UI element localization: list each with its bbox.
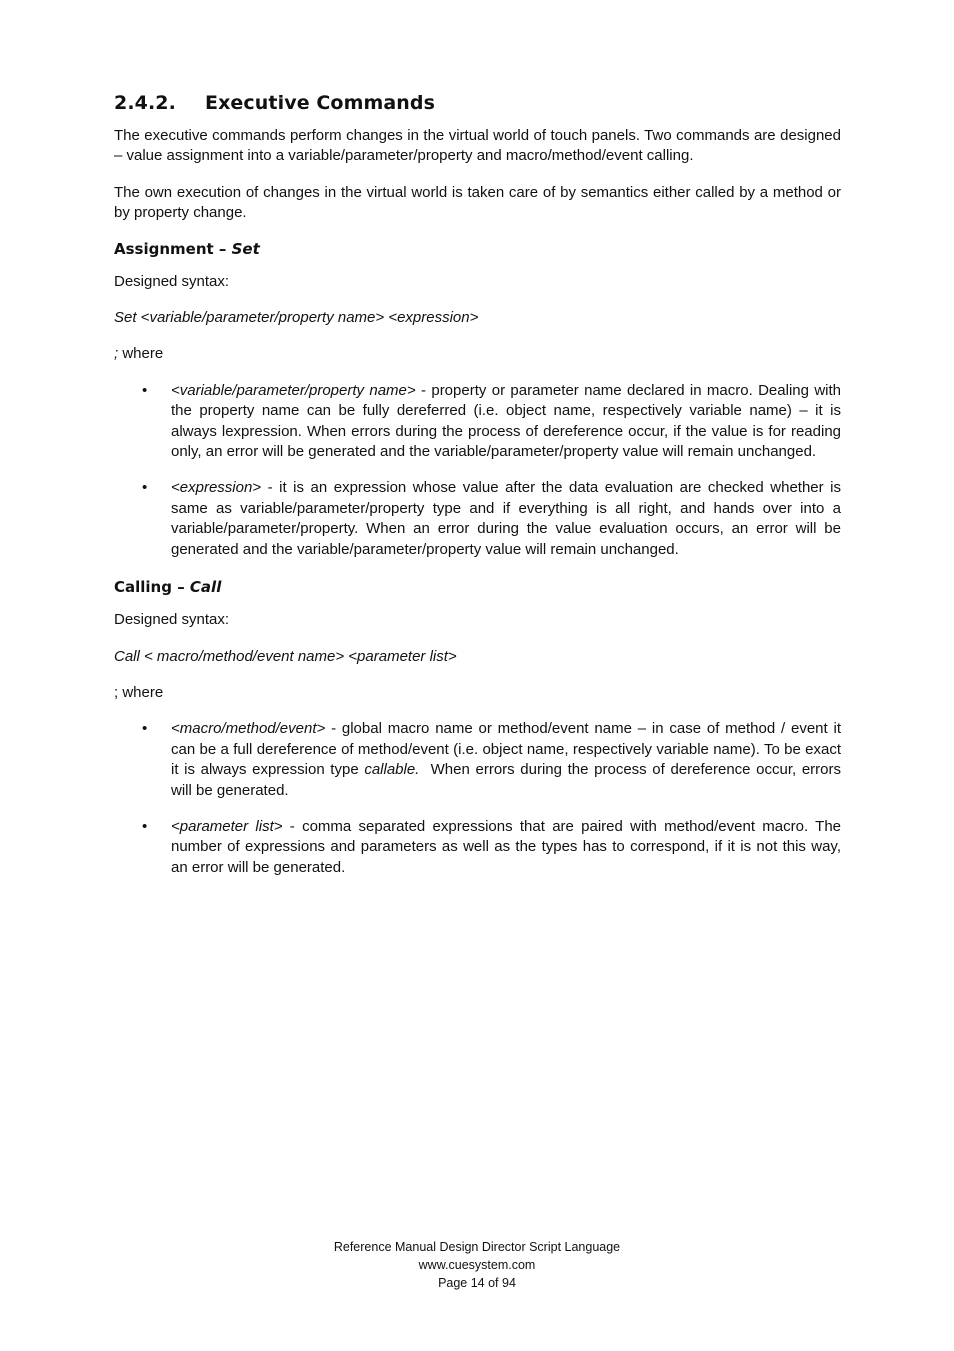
calling-heading-label: Calling – bbox=[114, 578, 190, 597]
document-page bbox=[114, 92, 846, 896]
page-footer bbox=[0, 1238, 954, 1292]
intro-paragraph-1: The executive commands perform changes in the virtual world of touch panels. Two commands are designed – value assignment into a variable/parameter/property and macro/method/event calling. bbox=[114, 127, 841, 165]
list-item-text: When errors during the process of dereference occur, errors will be generated. bbox=[171, 761, 846, 799]
assignment-where bbox=[114, 344, 841, 364]
list-item bbox=[114, 381, 841, 463]
calling-where: ; where bbox=[114, 683, 164, 701]
list-item bbox=[114, 478, 841, 560]
list-item-text: - global macro name or method/event name – in case of method / event it can be a full dereference of method/event (i.e. object name, respectively variable name). To be exact it is always expression type bbox=[171, 720, 841, 779]
calling-syntax-label: Designed syntax: bbox=[114, 611, 230, 629]
calling-list bbox=[114, 719, 846, 878]
list-item bbox=[114, 719, 846, 801]
list-item-text: - it is an expression whose value after the data evaluation are checked whether is same as variable/parameter/property type and if everything is all right, and hands over into a variable/parameter/property. When an error during the value evaluation occurs, an error will be generated and the variable/parameter/property value will remain unchanged. bbox=[171, 479, 841, 558]
bullet-icon: • bbox=[142, 479, 148, 497]
assignment-where-text: where bbox=[118, 345, 164, 363]
list-item-text: - property or parameter name declared in macro. Dealing with the property name can be fully dereferred (i.e. object name, respectively variable name) – it is always lexpression. When errors during the process of dereference occur, if the value is for reading only, an error will be generated and the variable/parameter/property value will remain unchanged. bbox=[171, 381, 841, 461]
section-heading bbox=[114, 92, 841, 114]
footer-title: Reference Manual Design Director Script Language bbox=[333, 1240, 621, 1254]
assignment-list bbox=[114, 381, 841, 560]
list-item bbox=[114, 817, 841, 878]
list-item-term: <parameter list> bbox=[171, 817, 283, 835]
list-item-emphasis: callable. bbox=[364, 761, 420, 779]
bullet-icon: • bbox=[142, 381, 148, 399]
assignment-heading-label: Assignment – bbox=[114, 239, 232, 258]
footer-website: www.cuesystem.com bbox=[418, 1258, 536, 1272]
footer-page-number: Page 14 of 94 bbox=[438, 1276, 516, 1290]
assignment-syntax: Set <variable/parameter/property name> <expression> bbox=[114, 309, 479, 327]
calling-syntax: Call < macro/method/event name> <parameter list> bbox=[114, 647, 457, 665]
assignment-heading-keyword: Set bbox=[231, 239, 260, 258]
assignment-heading bbox=[114, 240, 841, 258]
calling-heading-keyword: Call bbox=[189, 578, 222, 597]
list-item-term: <expression> bbox=[171, 479, 262, 497]
intro-paragraph-2: The own execution of changes in the virtual world is taken care of by semantics either called by a method or by property change. bbox=[114, 183, 841, 222]
bullet-icon: • bbox=[142, 817, 148, 835]
section-number: 2.4.2. bbox=[114, 92, 176, 114]
bullet-icon: • bbox=[142, 720, 148, 738]
calling-heading bbox=[114, 578, 841, 596]
list-item-term: <variable/parameter/property name> bbox=[171, 381, 416, 399]
section-title: Executive Commands bbox=[205, 92, 436, 114]
assignment-where-semicolon: ; bbox=[114, 345, 119, 363]
list-item-text: - comma separated expressions that are paired with method/event macro. The number of expressions and parameters as well as the types has to correspond, if it is not this way, an error will be generated. bbox=[171, 817, 841, 876]
assignment-syntax-label: Designed syntax: bbox=[114, 272, 230, 290]
list-item-term: <macro/method/event> bbox=[171, 720, 326, 738]
